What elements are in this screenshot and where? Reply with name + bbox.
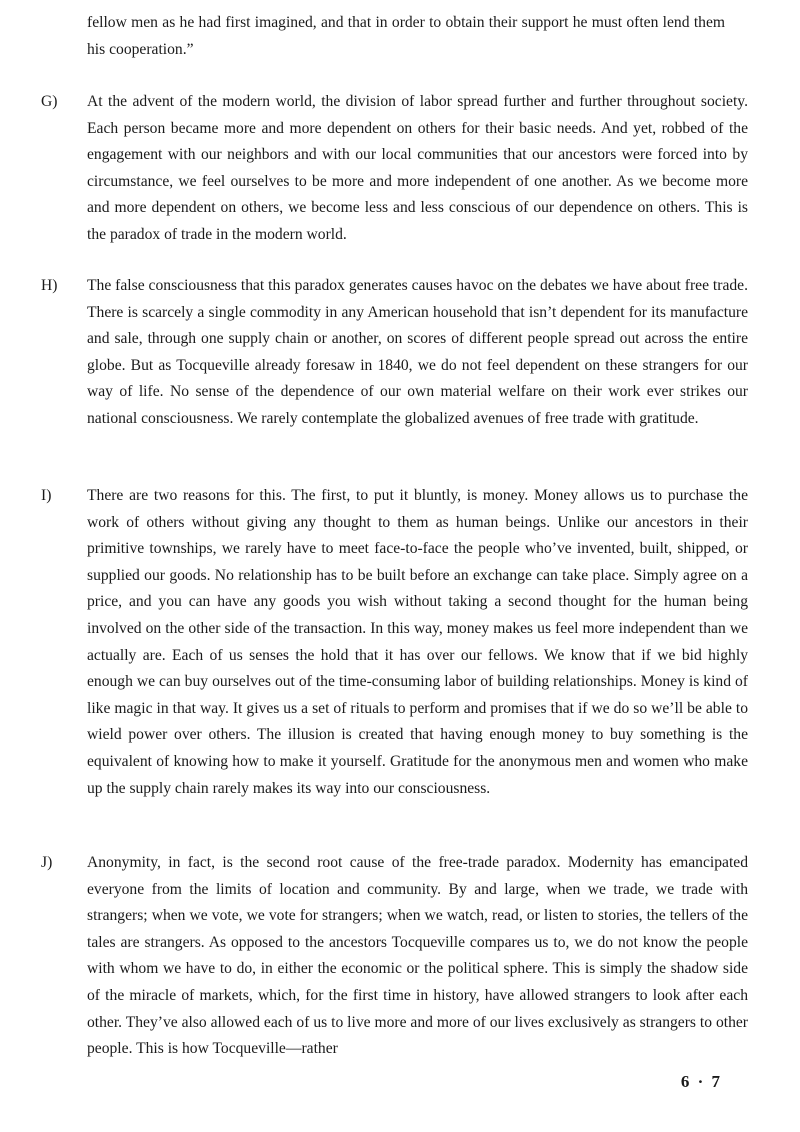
paragraph-text: There are two reasons for this. The first, to put it bluntly, is money. Money allows us to purchase the work of others without giving any thought to them as human beings. Unlike our ancestors in their primitive townships, we rarely have to meet face-to-face the people who’ve invented, built, shipped, or supplied our goods. No relationship has to be built before an exchange can take place. Simply agree on a price, and you can have any goods you wish without taking a second thought for the human being involved on the other side of the transaction. In this way, money makes us feel more independent than we actually are. Each of us senses the hold that it has over our fellows. We know that if we bid highly enough we can buy ourselves out of the time-consuming labor of building relationships. Money is kind of like magic in that way. It gives us a set of rituals to perform and promises that if we do so we’ll be able to wield power over others. The illusion is created that having enough money to buy something is the equivalent of knowing how to make it yourself. Gratitude for the anonymous men and women who make up the supply chain rarely makes its way into our consciousness. (87, 487, 748, 797)
paragraph-label: I) (41, 487, 52, 504)
paragraph-label: J) (41, 854, 53, 871)
paragraph-label: G) (41, 93, 58, 110)
paragraph-h (41, 273, 748, 433)
paragraph-j (41, 850, 748, 1063)
paragraph-text: At the advent of the modern world, the division of labor spread further and further throughout society. Each person became more and more dependent on others for their basic needs. And yet, robbed of the engagement with our neighbors and with our local communities that our ancestors were forced into by circumstance, we feel ourselves to be more and more independent of one another. As we become more and more dependent on others, we become less and less conscious of our dependence on others. This is the paradox of trade in the modern world. (87, 93, 748, 243)
paragraph-text: Anonymity, in fact, is the second root cause of the free-trade paradox. Modernity has emancipated everyone from the limits of location and community. By and large, when we trade, we trade with strangers; when we vote, we vote for strangers; when we watch, read, or listen to stories, the tellers of the tales are strangers. As opposed to the ancestors Tocqueville compares us to, we do not know the people with whom we have to do, in either the economic or the political sphere. This is simply the shadow side of the miracle of markets, which, for the first time in history, have allowed strangers to look after each other. They’ve also allowed each of us to live more and more of our lives exclusively as strangers to other people. This is how Tocqueville—rather (87, 854, 748, 1058)
paragraph-i (41, 483, 748, 802)
continuation-text: fellow men as he had first imagined, and that in order to obtain their support he must often lend them his cooperation.” (87, 14, 725, 58)
paragraph-label: H) (41, 277, 58, 294)
paragraph-g (41, 89, 748, 249)
page-number: 6 · 7 (680, 1072, 722, 1091)
paragraph-text: The false consciousness that this paradox generates causes havoc on the debates we have about free trade. There is scarcely a single commodity in any American household that isn’t dependent for its manufacture and sale, through one supply chain or another, on scores of different people spread out across the entire globe. But as Tocqueville already foresaw in 1840, we do not feel dependent on these strangers for our way of life. No sense of the dependence of our own material welfare on their work ever strikes our national consciousness. We rarely contemplate the globalized avenues of free trade with gratitude. (87, 277, 748, 427)
